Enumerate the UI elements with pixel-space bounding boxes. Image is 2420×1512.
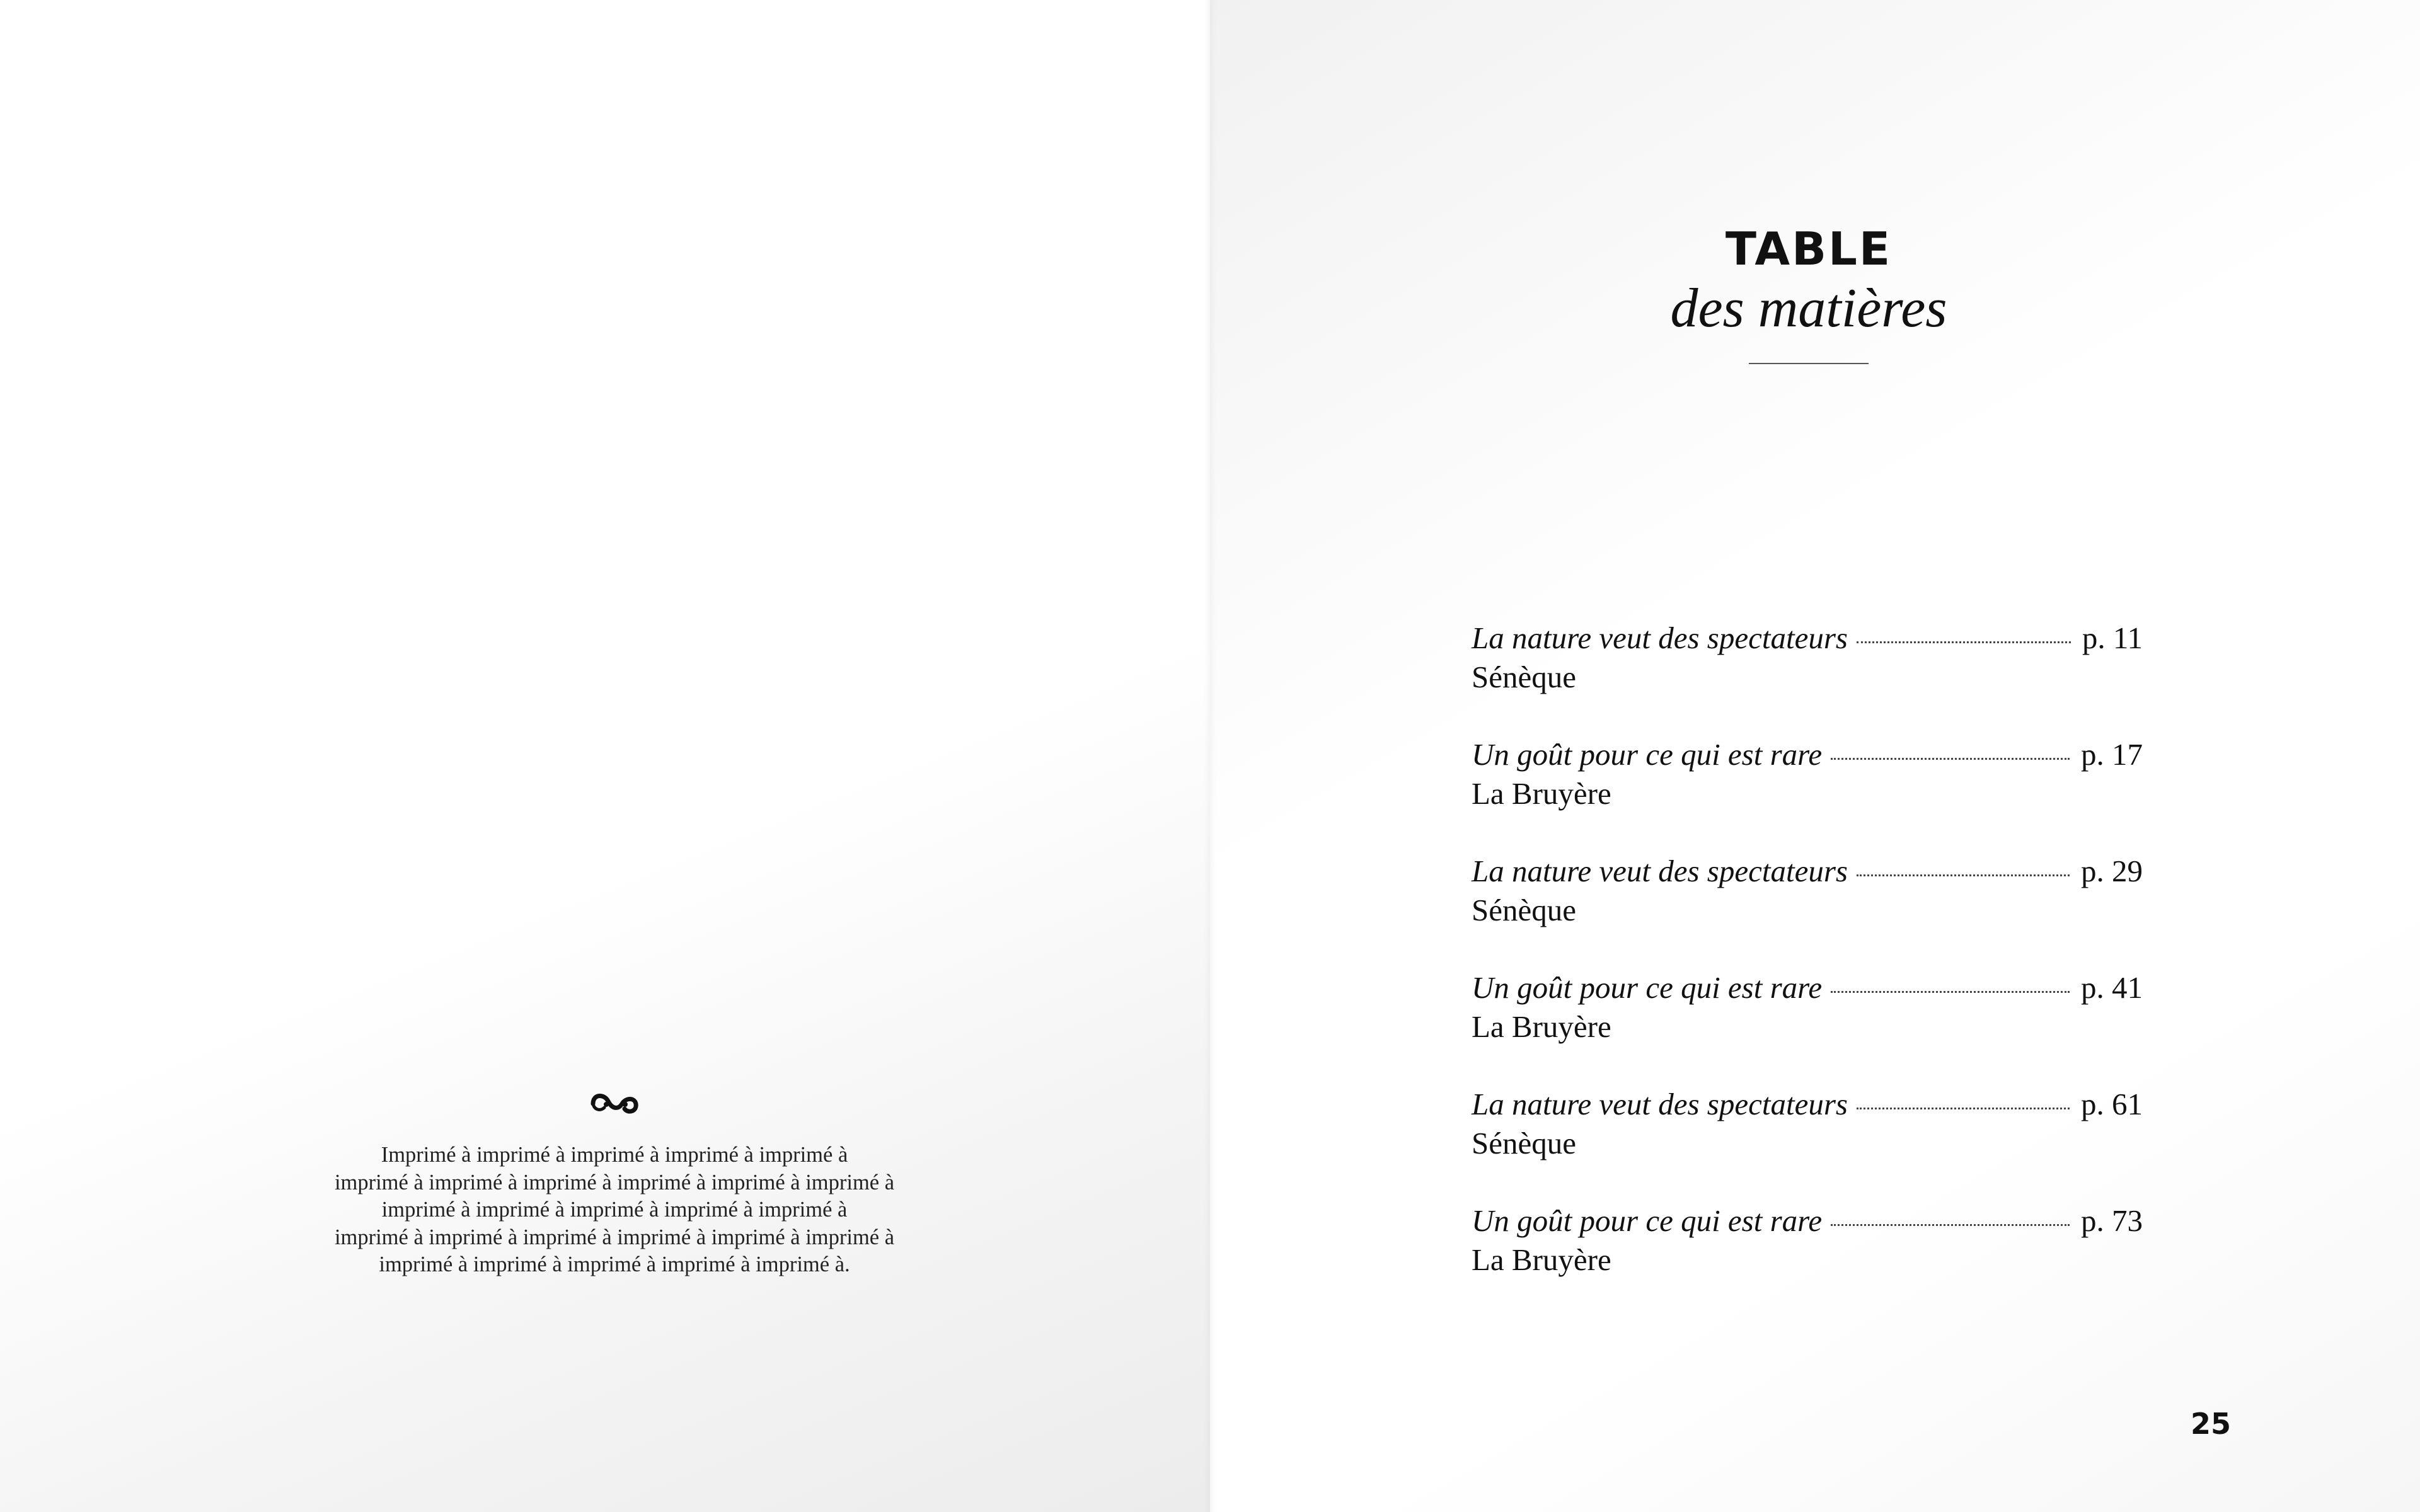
toc-entry-author: La Bruyère [1472, 776, 1611, 811]
toc-entry-title: Un goût pour ce qui est rare [1472, 737, 1823, 772]
table-of-contents [1472, 619, 2143, 1318]
colophon-line: imprimé à imprimé à imprimé à imprimé à imprimé à [381, 1198, 848, 1222]
toc-entry-page: p. 61 [2081, 1087, 2143, 1121]
toc-dot-leader [1831, 991, 2070, 993]
toc-entry-author: La Bruyère [1472, 1009, 1611, 1044]
toc-entry-author: Sénèque [1472, 1126, 1576, 1160]
toc-dot-leader [1857, 1108, 2070, 1109]
toc-dot-leader [1857, 874, 2070, 876]
toc-dot-leader [1831, 758, 2070, 760]
toc-entry-page: p. 11 [2082, 621, 2143, 655]
toc-entry-page: p. 73 [2081, 1203, 2143, 1238]
toc-dot-leader [1857, 641, 2071, 643]
colophon-line: Imprimé à imprimé à imprimé à imprimé à imprimé à [381, 1143, 848, 1167]
toc-entry-title: Un goût pour ce qui est rare [1472, 970, 1823, 1005]
toc-entry-title: Un goût pour ce qui est rare [1472, 1203, 1823, 1238]
toc-entry-title: La nature veut des spectateurs [1472, 1087, 1848, 1121]
title-divider [1749, 363, 1869, 364]
colophon-line: imprimé à imprimé à imprimé à imprimé à imprimé à imprimé à [334, 1170, 895, 1194]
toc-entry-author: Sénèque [1472, 893, 1576, 927]
fleuron-swash-icon [589, 1085, 640, 1120]
toc-entry[interactable] [1472, 852, 2143, 968]
toc-entry[interactable] [1472, 619, 2143, 735]
toc-entry-author: Sénèque [1472, 660, 1576, 694]
toc-dot-leader [1831, 1224, 2070, 1226]
toc-entry[interactable] [1472, 1085, 2143, 1201]
toc-entry[interactable] [1472, 1201, 2143, 1318]
toc-entry-page: p. 29 [2081, 854, 2143, 888]
colophon-text [277, 1142, 952, 1279]
book-gutter [1204, 0, 1216, 1512]
toc-heading [1588, 220, 2029, 364]
page-subtitle: des matières [1670, 278, 1947, 339]
toc-entry-author: La Bruyère [1472, 1242, 1611, 1277]
toc-entry-title: La nature veut des spectateurs [1472, 854, 1848, 888]
colophon-line: imprimé à imprimé à imprimé à imprimé à imprimé à imprimé à [334, 1225, 895, 1249]
toc-entry[interactable] [1472, 968, 2143, 1085]
page-title: TABLE [1725, 222, 1893, 275]
toc-entry[interactable] [1472, 735, 2143, 852]
toc-entry-page: p. 41 [2081, 970, 2143, 1005]
colophon-line: imprimé à imprimé à imprimé à imprimé à imprimé à. [379, 1252, 850, 1276]
page-number: 25 [2190, 1407, 2231, 1441]
toc-entry-title: La nature veut des spectateurs [1472, 621, 1848, 655]
toc-entry-page: p. 17 [2081, 737, 2143, 772]
